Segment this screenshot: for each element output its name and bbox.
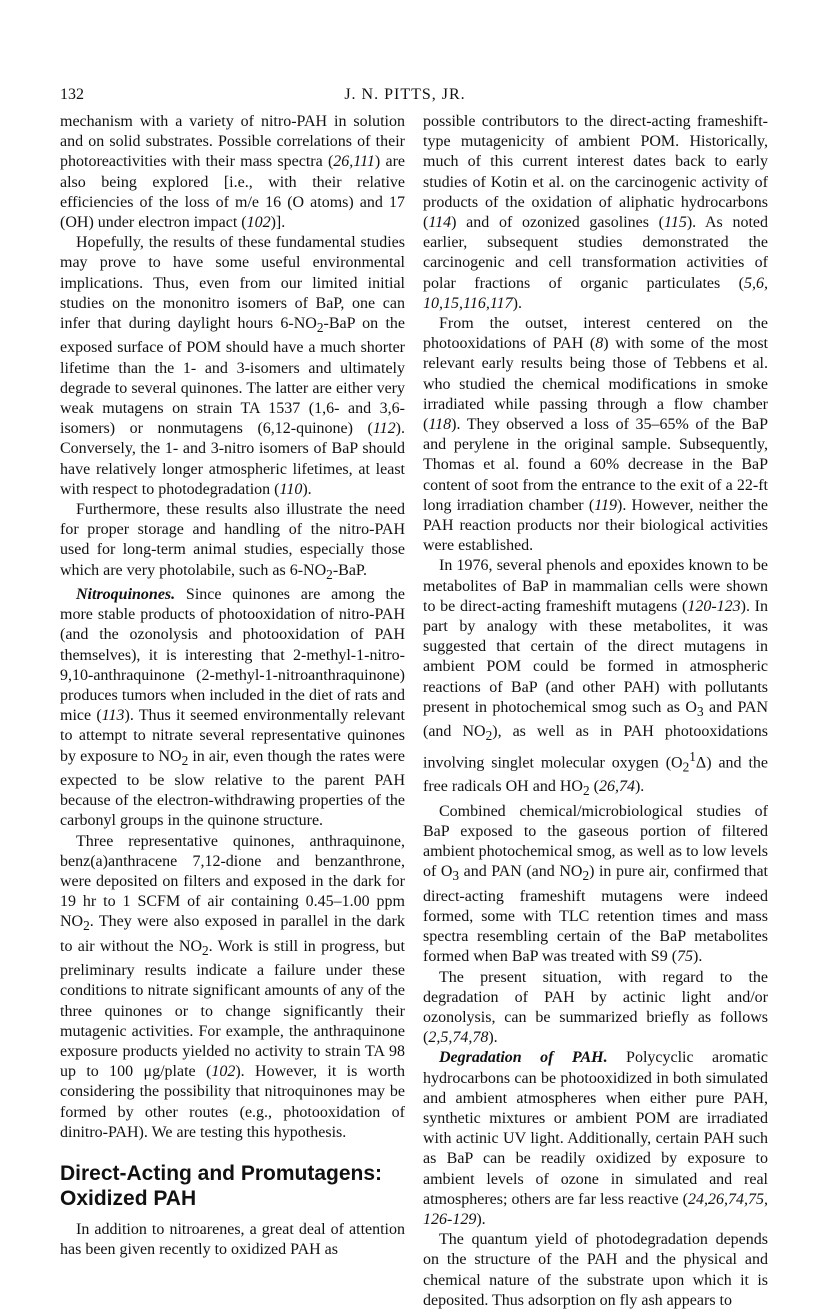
paragraph: The present situation, with regard to the degradation of PAH by actinic light and/or ozonolysis, can be summarized briefly as follows (2,5,74,78). [423, 968, 768, 1047]
running-title: J. N. PITTS, JR. [344, 86, 466, 103]
right-column [423, 112, 768, 1311]
paragraph: In 1976, several phenols and epoxides known to be metabolites of BaP in mammalian cells were shown to be direct-acting frameshift mutagens (120-123). In part by analogy with these metabolites, it was suggested that certain of the direct mutagens in ambient POM could be formed in atmospheric reactions of BaP (and other PAH) with pollutants present in photochemical smog such as $O_3$ and PAN (and $NO_2$), as well as in PAH photooxidations involving singlet molecular oxygen $(O_2^1\Delta)$ and the free radicals OH and $HO_2$ (26,74). [423, 557, 769, 799]
paragraph: possible contributors to the direct-acting frameshift-type mutagenicity of ambient POM. Historically, much of this current interest dates back to early studies of Kotin et al. on the carcinogenic activity of products of the oxidation of aliphatic hydrocarbons (114) and of ozonized gasolines (115). As noted earlier, subsequent studies demonstrated the carcinogenic and cell transformation activities of polar fractions of organic particulates (5,6, 10,15,116,117). [423, 113, 768, 312]
run-in-heading: Degradation of PAH. [439, 1049, 608, 1067]
left-column [60, 112, 405, 1261]
paragraph [60, 585, 405, 832]
section-heading-line: Oxidized PAH [60, 1187, 197, 1211]
section-heading-line: Direct-Acting and Promutagens: [60, 1162, 383, 1186]
paragraph: mechanism with a variety of nitro-PAH in solution and on solid substrates. Possible correlations of their photoreactivities with their mass spectra (26,111) are also being explored [i.e., with their relative efficiencies of the loss of m/e 16 (O atoms) and 17 (OH) under electron impact (102)]. [60, 113, 406, 232]
paragraph: Three representative quinones, anthraquinone, benz(a)anthracene 7,12-dione and benzanthrone, were deposited on filters and exposed in the dark for 19 hr to 1 SCFM of air containing 0.45–1.00 ppm $NO_2$. They were also exposed in parallel in the dark to air without the $NO_2$. Work is still in progress, but preliminary results indicate a failure under these conditions to nitrate significant amounts of any of the three quinones or to change significantly their mutagenic activities. For example, the anthraquinone exposure products yielded no activity to strain TA 98 up to 100 μg/plate (102). However, it is worth considering the possibility that nitroquinones may be formed by other routes (e.g., photooxidation of dinitro-PAH). We are testing this hypothesis. [60, 832, 406, 1141]
run-in-heading: Nitroquinones. [76, 586, 176, 604]
paragraph: Hopefully, the results of these fundamental studies may prove to have some useful environmental implications. Thus, even from our limited initial studies on the mononitro isomers of BaP, one can infer that during daylight hours $6-NO_2$-BaP on the exposed surface of POM should have a much shorter lifetime than the 1- and 3-isomers and ultimately degrade to several quinones. The latter are either very weak mutagens on strain TA 1537 (1,6- and 3,6-isomers) or nonmutagens (6,12-quinone) (112). Conversely, the 1- and 3-nitro isomers of BaP should have relatively longer atmospheric lifetimes, at least with respect to photodegradation (110). [60, 234, 405, 498]
paragraph [423, 1048, 768, 1230]
paragraph: From the outset, interest centered on the photooxidations of PAH (8) with some of the most relevant early results being those of Tebbens et al. who studied the chemical modifications in smoke irradiated while passing through a flow chamber (118). They observed a loss of 35–65% of the BaP and perylene in the original sample. Subsequently, Thomas et al. found a 60% decrease in the BaP content of soot from the entrance to the exit of a 22-ft long irradiation chamber (119). However, neither the PAH reaction products nor their biological activities were established. [423, 315, 768, 555]
page-number: 132 [60, 86, 84, 103]
paragraph: In addition to nitroarenes, a great deal of attention has been given recently to oxidized PAH as [60, 1221, 405, 1259]
section-heading [60, 1161, 405, 1211]
page-header [60, 86, 750, 110]
paragraph: Furthermore, these results also illustrate the need for proper storage and handling of the nitro-PAH used for long-term animal studies, especially those which are very photolabile, such as $6-NO_2$-BaP. [60, 501, 405, 582]
paragraph-body: Since quinones are among the more stable products of photooxidation of nitro-PAH (and the ozonolysis and photooxidation of PAH themselves), it is interesting that 2-methyl-1-nitro-9,10-anthraquinone (2-methyl-1-nitroanthraquinone) produces tumors when included in the diet of rats and mice (113). Thus it seemed environmentally relevant to attempt to nitrate several representative quinones by exposure to $NO_2$ in air, even though the rates were expected to be slow relative to the parent PAH because of the electron-withdrawing properties of the carbonyl groups in the quinone structure. [60, 586, 406, 830]
paragraph-body: Polycyclic aromatic hydrocarbons can be photooxidized in both simulated and ambient atmospheres when either pure PAH, synthetic mixtures or ambient POM are irradiated with actinic UV light. Additionally, certain PAH such as BaP can be readily oxidized by exposure to ambient levels of ozone in simulated and real atmospheres; others are far less reactive (24,26,74,75, 126-129). [423, 1049, 768, 1229]
paragraph: Combined chemical/microbiological studies of BaP exposed to the gaseous portion of filtered ambient photochemical smog, as well as to low levels of $O_3$ and PAN (and $NO_2$) in pure air, confirmed that direct-acting frameshift mutagens were indeed formed, some with TLC retention times and mass spectra resembling certain of the BaP metabolites formed when BaP was treated with S9 (75). [423, 802, 768, 966]
paragraph: The quantum yield of photodegradation depends on the structure of the PAH and the physical and chemical nature of the substrate upon which it is deposited. Thus adsorption on fly ash appears to [423, 1231, 768, 1309]
